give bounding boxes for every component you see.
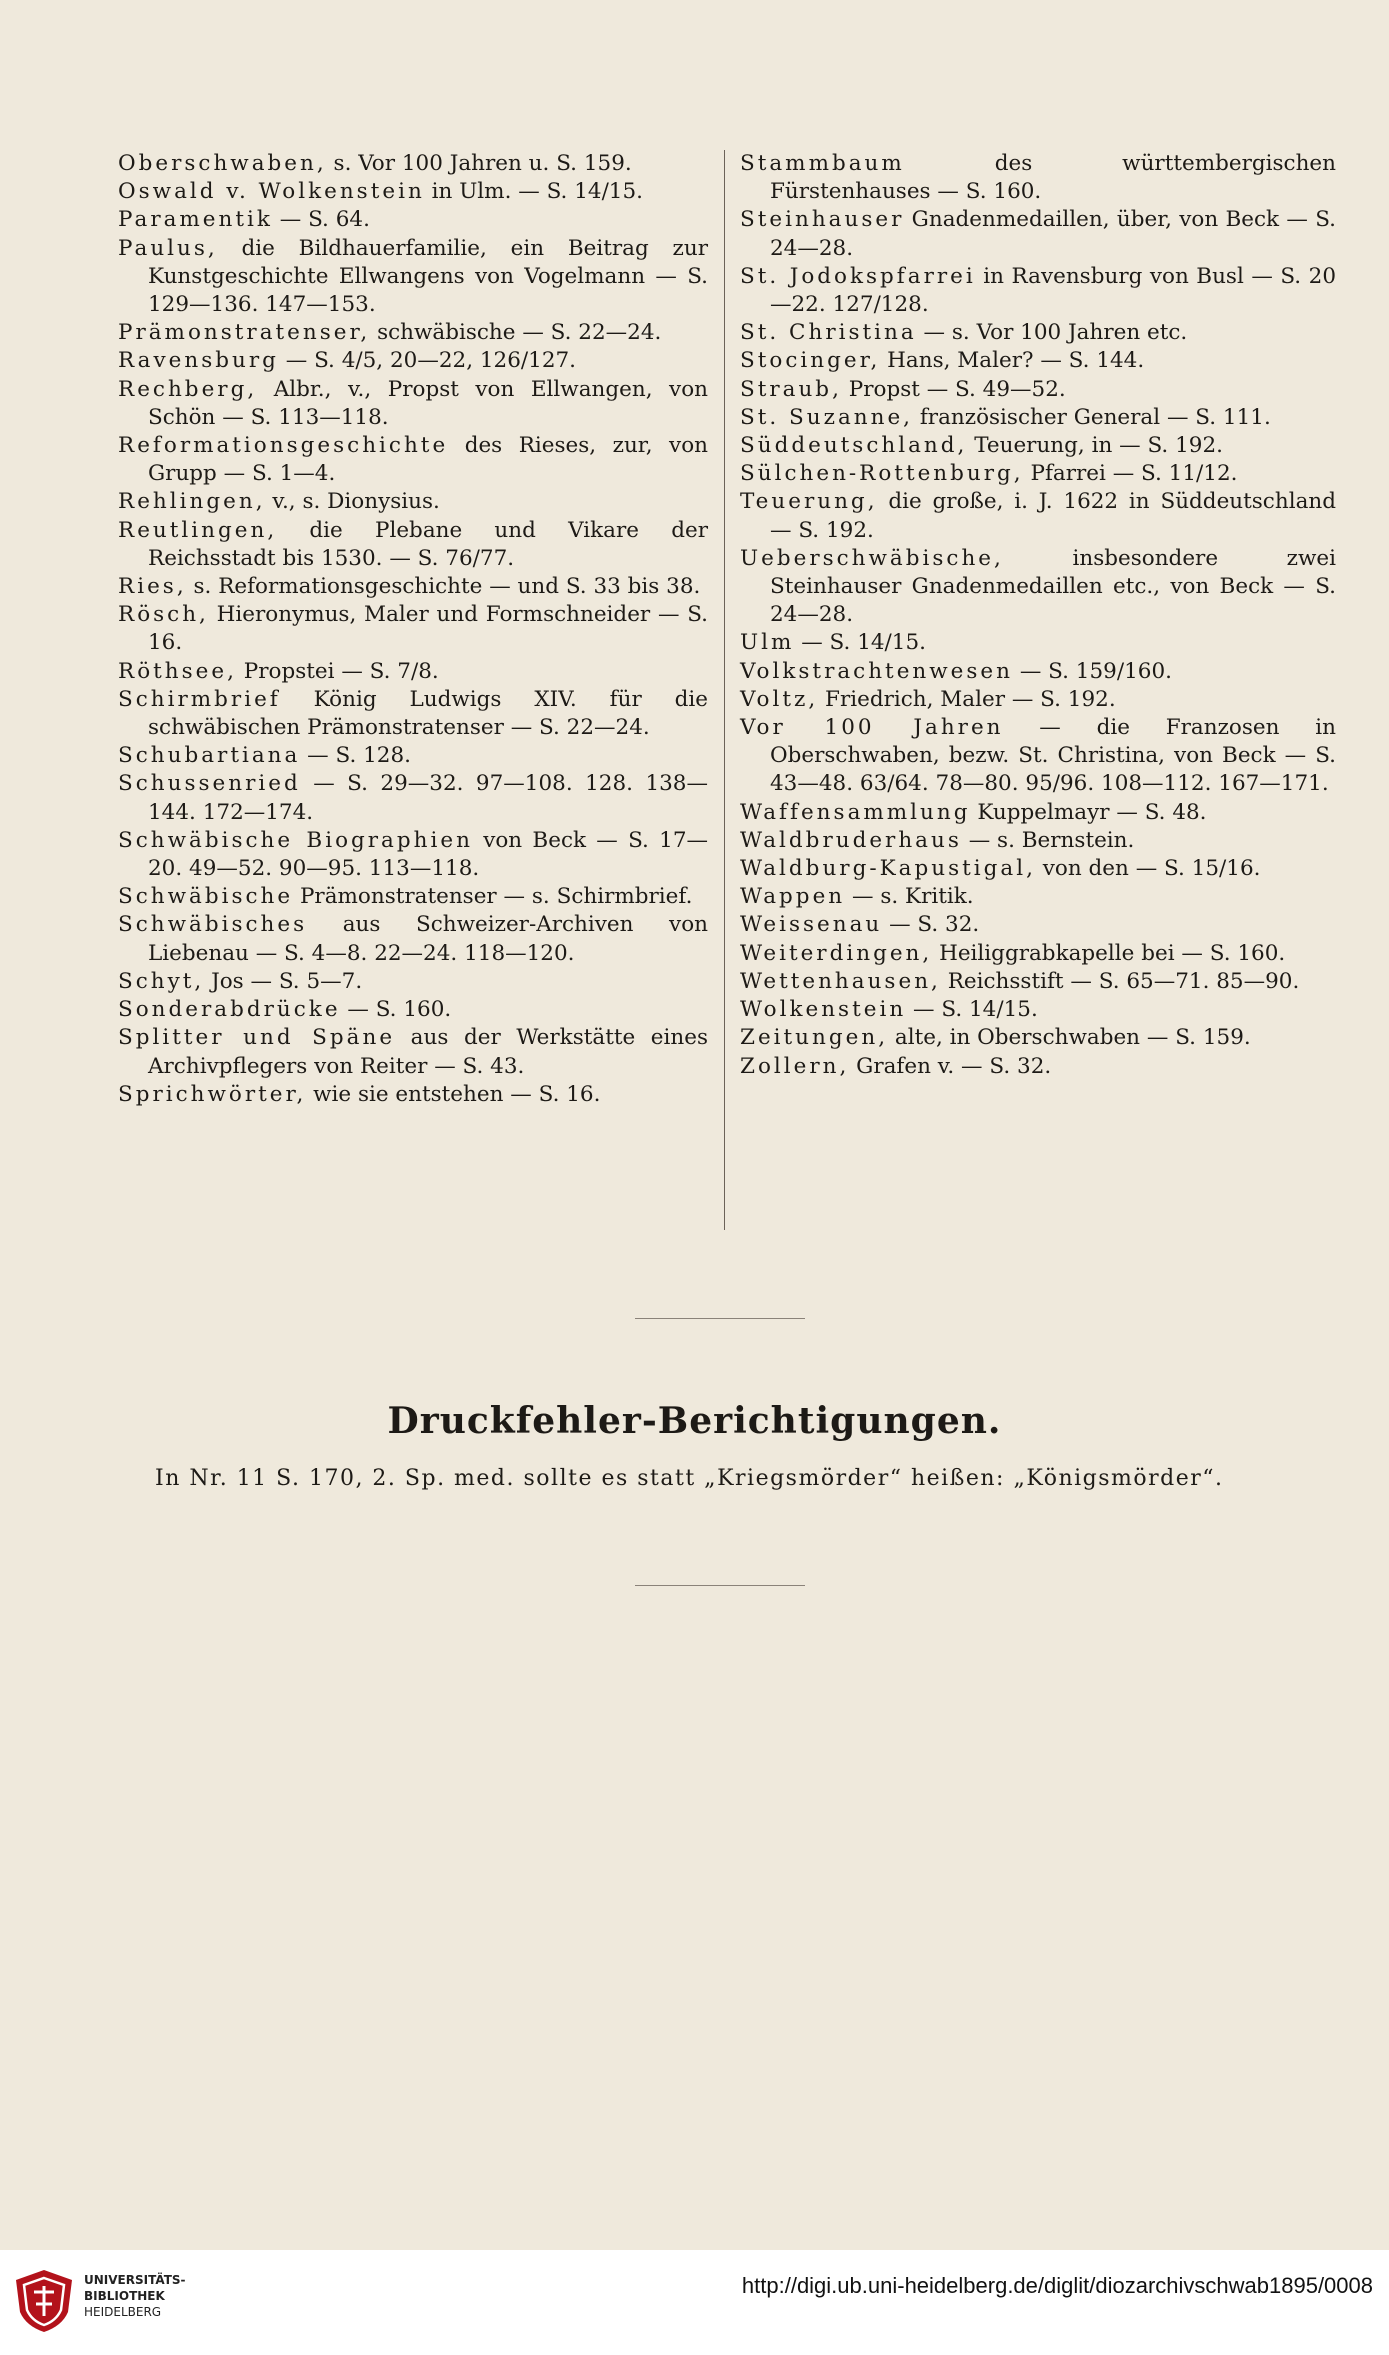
index-keyword: Oswald v. Wolkenstein [118, 179, 425, 205]
index-entry [740, 686, 1336, 714]
index-text: insbesondere zwei Steinhauser Gnadenmedaillen etc., von Beck — S. 24—28. [770, 545, 1336, 628]
index-text: des württembergischen Fürstenhauses — S. 160. [770, 151, 1336, 205]
index-keyword: Schussenried [118, 771, 301, 797]
index-entry [118, 996, 708, 1024]
index-text: — S. 4/5, 20—22, 126/127. [278, 348, 577, 374]
index-text: Albr., v., Propst von Ellwangen, von Schön — S. 113—118. [148, 376, 708, 430]
index-keyword: St. Suzanne, [740, 404, 914, 430]
index-text: von Beck — S. 17—20. 49—52. 90—95. 113—118. [148, 827, 708, 882]
index-keyword: Reformationsgeschichte [118, 433, 449, 459]
index-keyword: Zollern, [740, 1053, 850, 1079]
index-text: — S. 159/160. [1013, 658, 1172, 684]
index-text: — s. Vor 100 Jahren etc. [916, 320, 1188, 346]
index-entry [740, 432, 1336, 460]
logo-line: BIBLIOTHEK [84, 2289, 165, 2303]
index-text: — S. 29—32. 97—108. 128. 138—144. 172—174. [148, 771, 708, 825]
index-keyword: Röthsee, [118, 658, 237, 684]
index-keyword: Ueberschwäbische, [740, 545, 1004, 571]
index-keyword: Oberschwaben, [118, 151, 327, 176]
index-text: Propst — S. 49—52. [841, 376, 1066, 402]
index-text: die große, i. J. 1622 in Süddeutschland — S. 192. [770, 489, 1336, 543]
index-entry [740, 460, 1336, 488]
index-keyword: Schwäbische Biographien [118, 827, 473, 853]
index-entry [118, 686, 708, 742]
index-entry [118, 658, 708, 686]
index-keyword: Paramentik [118, 207, 273, 233]
index-entry [118, 347, 708, 375]
index-text: aus der Werkstätte eines Archivpflegers von Reiter — S. 43. [148, 1025, 708, 1079]
index-keyword: Waffensammlung [740, 799, 971, 825]
index-entry [740, 376, 1336, 404]
index-text: Kuppelmayr — S. 48. [970, 799, 1207, 825]
index-keyword: Rösch, [118, 602, 209, 628]
index-entry [118, 432, 708, 488]
index-entry [118, 235, 708, 320]
index-keyword: Stocinger, [740, 348, 881, 374]
index-entry [118, 178, 708, 206]
index-keyword: Waldbruderhaus [740, 827, 962, 853]
index-keyword: Teuerung, [740, 489, 878, 515]
index-text: Propstei — S. 7/8. [236, 658, 439, 684]
index-entry [740, 799, 1336, 827]
index-entry [740, 658, 1336, 686]
index-text: König Ludwigs XIV. für die schwäbischen Prämonstratenser — S. 22—24. [148, 686, 708, 741]
index-keyword: Voltz, [740, 686, 819, 712]
index-entry [740, 319, 1336, 347]
index-entry [740, 347, 1336, 375]
index-keyword: Wettenhausen, [740, 968, 941, 994]
index-text: Hans, Maler? — S. 144. [880, 348, 1145, 374]
logo-line: UNIVERSITÄTS- [84, 2273, 186, 2287]
errata-text: In Nr. 11 S. 170, 2. Sp. med. sollte es statt „Kriegsmörder“ heißen: „Königsmörder“. [155, 1466, 1224, 1491]
index-text: alte, in Oberschwaben — S. 159. [888, 1025, 1251, 1051]
index-text: die Plebane und Vikare der Reichsstadt bis 1530. — S. 76/77. [148, 517, 708, 571]
index-text: schwäbische — S. 22—24. [370, 320, 662, 346]
index-text: s. Reformationsgeschichte — und S. 33 bis 38. [186, 574, 701, 600]
index-text: — S. 64. [272, 207, 370, 233]
index-entry [118, 968, 708, 996]
index-entry [740, 1053, 1336, 1081]
index-keyword: Wappen [740, 884, 846, 910]
index-entry [118, 206, 708, 234]
index-keyword: Steinhauser [740, 207, 905, 233]
index-keyword: Schwäbische [118, 884, 294, 910]
index-text: s. Vor 100 Jahren u. S. 159. [326, 151, 632, 176]
index-column-left [118, 150, 708, 1109]
index-keyword: Sonderabdrücke [118, 997, 341, 1023]
index-entry [740, 206, 1336, 262]
index-keyword: Paulus, [118, 235, 218, 261]
index-keyword: Sprichwörter, [118, 1081, 307, 1107]
index-entry [740, 855, 1336, 883]
footer-bar [0, 2250, 1389, 2355]
index-keyword: Vor 100 Jahren [740, 715, 1004, 741]
index-keyword: Sülchen-Rottenburg, [740, 461, 1024, 487]
index-entry [118, 601, 708, 657]
index-keyword: Straub, [740, 376, 842, 402]
index-text: Pfarrei — S. 11/12. [1023, 461, 1238, 487]
index-entry [118, 770, 708, 826]
column-divider [724, 150, 725, 1230]
index-keyword: Schirmbrief [118, 686, 281, 712]
index-keyword: St. Jodokspfarrei [740, 263, 976, 289]
index-entry [740, 545, 1336, 630]
index-keyword: Ries, [118, 574, 187, 600]
index-entry [740, 911, 1336, 939]
separator-rule [635, 1318, 805, 1319]
index-entry [740, 996, 1336, 1024]
index-entry [740, 150, 1336, 206]
index-keyword: Zeitungen, [740, 1025, 889, 1051]
index-keyword: Schyt, [118, 968, 205, 994]
index-entry [118, 488, 708, 516]
index-entry [740, 714, 1336, 799]
index-text: die Bildhauerfamilie, ein Beitrag zur Kunstgeschichte Ellwangens von Vogelmann — S. 129—136. 147—153. [148, 235, 708, 318]
index-keyword: Schubartiana [118, 743, 301, 769]
index-text: — die Franzosen in Oberschwaben, bezw. St. Christina, von Beck — S. 43—48. 63/64. 78—80. 95/96. 108—112. 167—171. [770, 715, 1336, 797]
index-entry [118, 742, 708, 770]
index-keyword: Reutlingen, [118, 517, 278, 543]
index-keyword: Stammbaum [740, 151, 905, 176]
index-entry [118, 827, 708, 883]
index-text: — S. 14/15. [906, 997, 1038, 1023]
index-entry [118, 319, 708, 347]
index-keyword: Wolkenstein [740, 997, 907, 1023]
index-keyword: Waldburg-Kapustigal, [740, 856, 1036, 882]
index-keyword: Weiterdingen, [740, 940, 933, 966]
index-text: in Ravensburg von Busl — S. 20—22. 127/128. [770, 263, 1336, 318]
index-keyword: Schwäbisches [118, 912, 308, 938]
university-logo-text [84, 2272, 244, 2320]
index-keyword: Ulm [740, 630, 795, 656]
index-entry [118, 150, 708, 178]
index-column-right [740, 150, 1336, 1081]
index-text: französischer General — S. 111. [913, 404, 1271, 430]
index-entry [740, 883, 1336, 911]
separator-rule [635, 1585, 805, 1586]
index-entry [118, 517, 708, 573]
index-entry [740, 404, 1336, 432]
index-keyword: Ravensburg [118, 348, 279, 374]
index-text: in Ulm. — S. 14/15. [424, 179, 643, 205]
index-entry [740, 629, 1336, 657]
index-entry [740, 263, 1336, 319]
index-entry [118, 573, 708, 601]
index-entry [118, 1081, 708, 1109]
index-text: v., s. Dionysius. [265, 489, 440, 515]
index-entry [740, 488, 1336, 544]
index-keyword: Prämonstratenser, [118, 320, 371, 346]
index-text: wie sie entstehen — S. 16. [306, 1081, 601, 1107]
index-entry [740, 1024, 1336, 1052]
index-text: Jos — S. 5—7. [204, 968, 363, 994]
index-text: Reichsstift — S. 65—71. 85—90. [940, 968, 1300, 994]
index-text: von den — S. 15/16. [1035, 856, 1261, 882]
index-entry [118, 911, 708, 967]
index-keyword: Volkstrachtenwesen [740, 658, 1013, 684]
index-text: Heiliggrabkapelle bei — S. 160. [932, 940, 1286, 966]
logo-line: HEIDELBERG [84, 2305, 162, 2319]
index-text: aus Schweizer-Archiven von Liebenau — S. 4—8. 22—24. 118—120. [148, 912, 708, 966]
index-text: — S. 160. [340, 997, 452, 1023]
index-entry [118, 883, 708, 911]
index-text: Grafen v. — S. 32. [849, 1053, 1052, 1079]
index-entry [118, 376, 708, 432]
source-url-link[interactable]: http://digi.ub.uni-heidelberg.de/diglit/diozarchivschwab1895/0008 [741, 2273, 1373, 2298]
index-text: Prämonstratenser — s. Schirmbrief. [293, 884, 693, 910]
index-keyword: St. Christina [740, 320, 917, 346]
index-keyword: Splitter und Späne [118, 1025, 396, 1051]
index-text: des Rieses, zur, von Grupp — S. 1—4. [148, 433, 708, 487]
index-text: — S. 32. [882, 912, 980, 938]
university-seal-icon [12, 2268, 76, 2334]
index-entry [740, 968, 1336, 996]
index-text: — S. 14/15. [794, 630, 926, 656]
index-text: Gnadenmedaillen, über, von Beck — S. 24—28. [770, 207, 1336, 261]
index-entry [118, 1024, 708, 1080]
index-text: Friedrich, Maler — S. 192. [818, 686, 1116, 712]
index-entry [740, 827, 1336, 855]
index-text: Hieronymus, Maler und Formschneider — S. 16. [148, 602, 708, 656]
index-text: — S. 128. [300, 743, 411, 769]
index-keyword: Weissenau [740, 912, 883, 938]
index-text: — s. Kritik. [845, 884, 974, 910]
index-keyword: Rehlingen, [118, 489, 266, 515]
index-entry [740, 940, 1336, 968]
index-text: Teuerung, in — S. 192. [967, 433, 1223, 459]
errata-heading: Druckfehler-Berichtigungen. [387, 1400, 1002, 1442]
index-keyword: Rechberg, [118, 376, 258, 402]
index-keyword: Süddeutschland, [740, 433, 968, 459]
index-text: — s. Bernstein. [961, 827, 1135, 853]
